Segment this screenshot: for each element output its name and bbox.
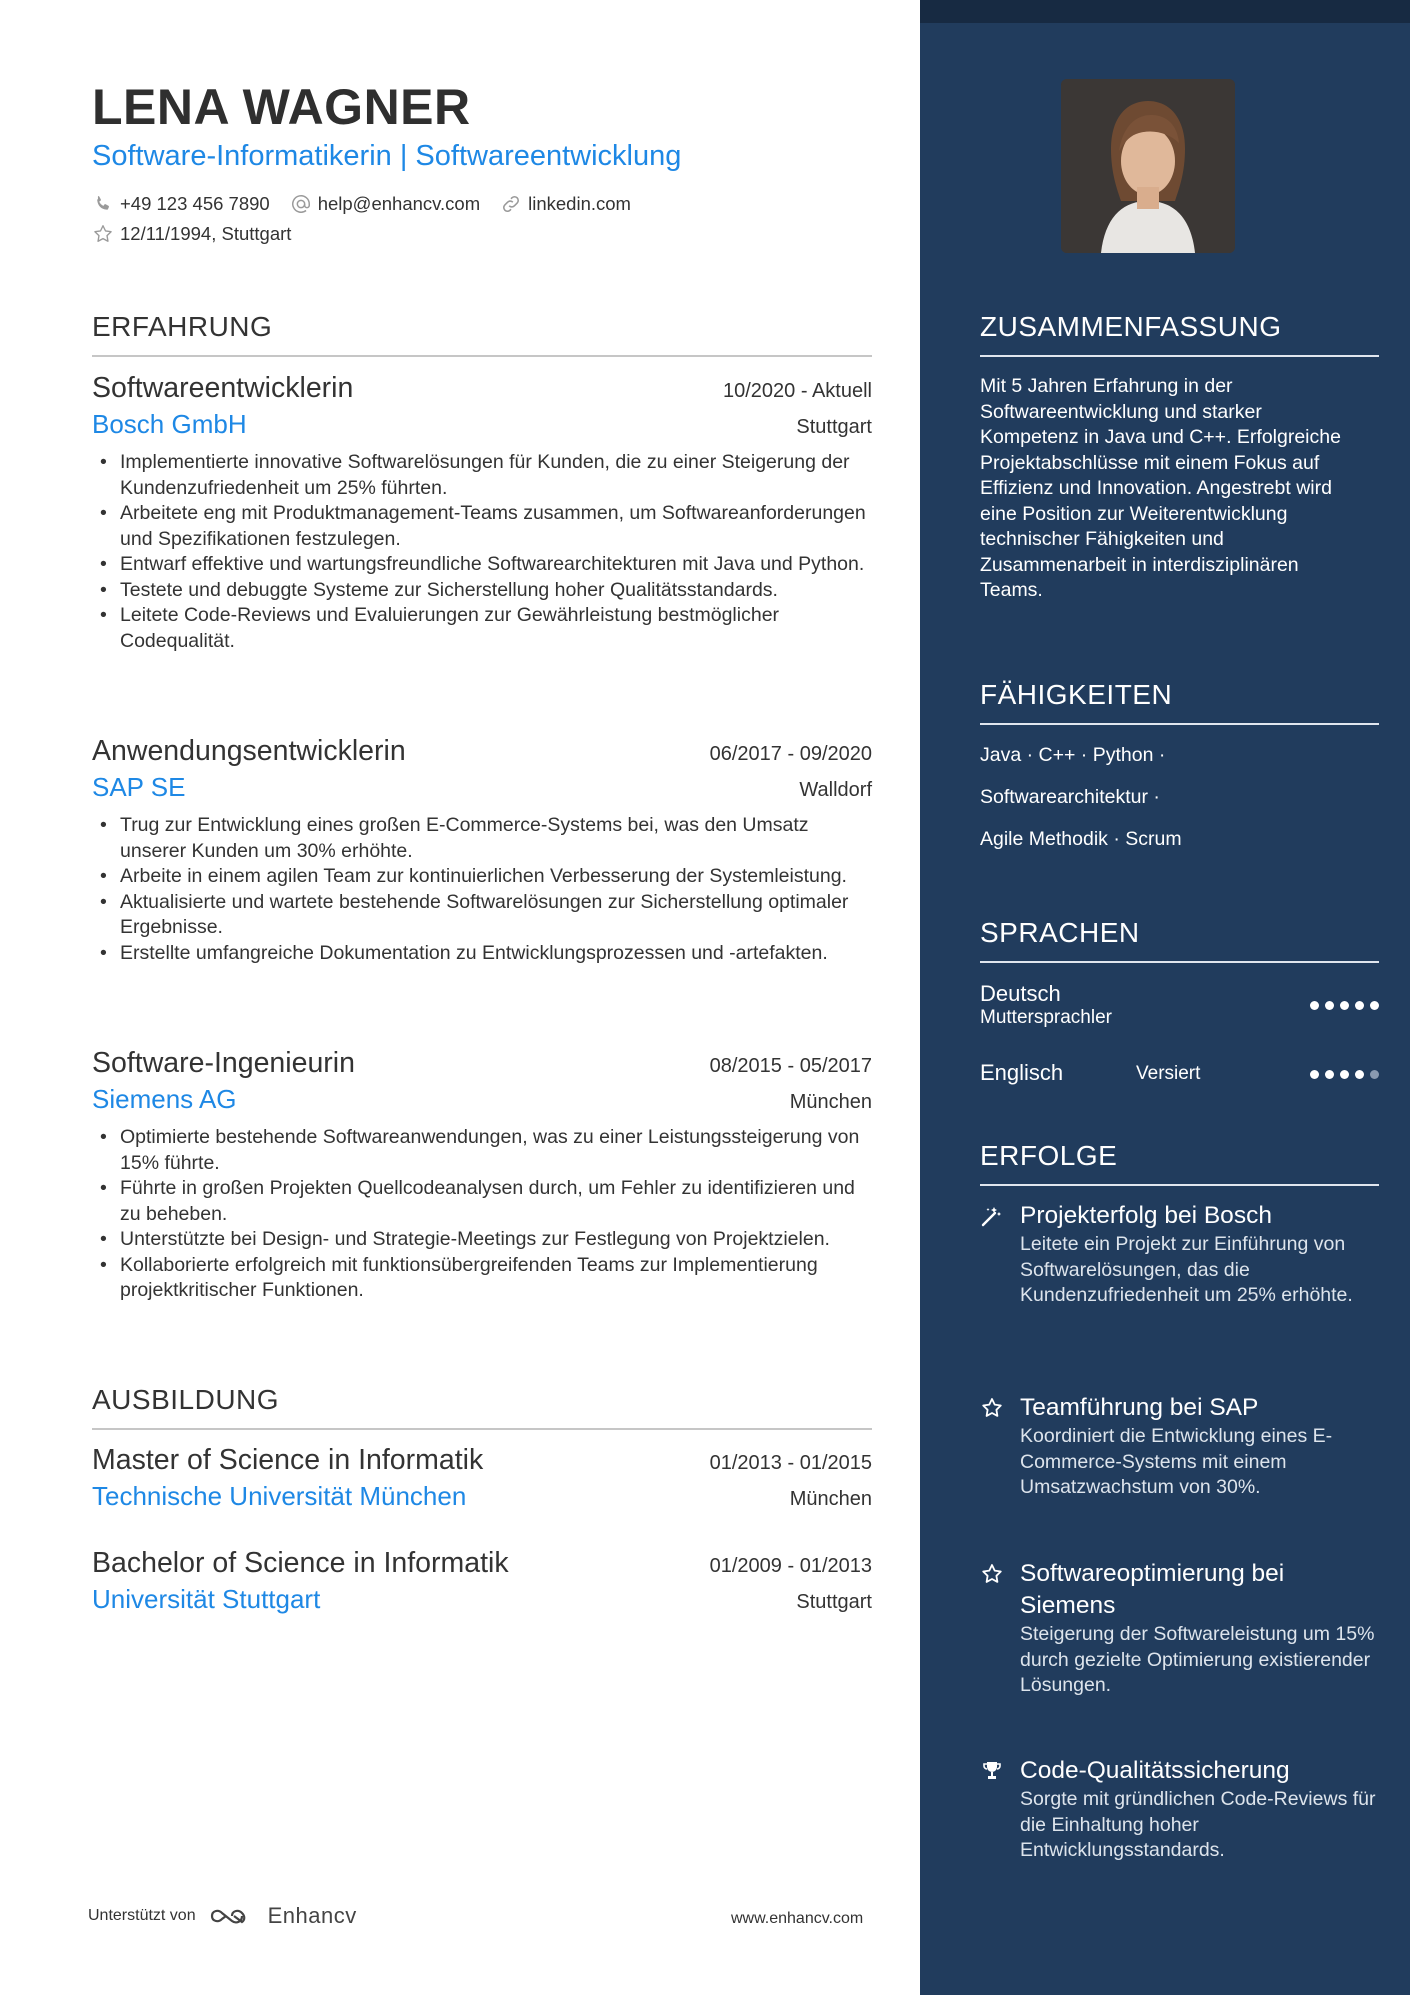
achievement-title: Projekterfolg bei Bosch (1020, 1202, 1272, 1229)
bullet-item: • Trug zur Entwicklung eines großen E-Commerce-Systems bei, was den Umsatz unserer Kunden um 30% erhöhte. (92, 813, 872, 864)
language-name: Englisch (980, 1060, 1064, 1085)
star-outline-icon (92, 223, 114, 245)
brand-name: Enhancv (267, 1903, 357, 1928)
job-entry (92, 372, 872, 654)
linkedin-text[interactable]: linkedin.com (528, 193, 631, 214)
achievement-title: Code-Qualitätssicherung (1020, 1757, 1290, 1784)
achievements-section-title: ERFOLGE (980, 1140, 1379, 1186)
bullet-item: • Testete und debuggte Systeme zur Sicherstellung hoher Qualitätsstandards. (92, 578, 872, 604)
bullet-item: • Unterstützte bei Design- und Strategie-Meetings zur Festlegung von Projektzielen. (92, 1227, 872, 1253)
bullet-item: • Führte in großen Projekten Quellcodeanalysen durch, um Fehler zu identifizieren und zu beheben. (92, 1176, 872, 1227)
bullet-item: • Leitete Code-Reviews und Evaluierungen zur Gewährleistung bestmöglicher Codequalität. (92, 603, 872, 654)
language-rating (1310, 1070, 1379, 1079)
skills-line: Softwarearchitektur · (980, 786, 1160, 808)
degree: Master of Science in Informatik (92, 1444, 484, 1476)
achievement-desc: Koordiniert die Entwicklung eines E-Commerce-Systems mit einem Umsatzwachstum von 30%. (1020, 1425, 1333, 1498)
experience-section-title: ERFAHRUNG (92, 311, 872, 357)
footer-url[interactable]: www.enhancv.com (731, 1910, 864, 1927)
phone-item (92, 193, 270, 215)
achievement-item (980, 1755, 1379, 1864)
job-location: Walldorf (799, 779, 872, 801)
summary-section-title: ZUSAMMENFASSUNG (980, 311, 1379, 357)
rating-dot (1355, 1070, 1364, 1079)
bullet-item: • Optimierte bestehende Softwareanwendungen, was zu einer Leistungssteigerung von 15% führte. (92, 1125, 872, 1176)
rating-dot (1310, 1070, 1319, 1079)
bullet-item: • Arbeite in einem agilen Team zur kontinuierlichen Verbesserung der Systemleistung. (92, 864, 872, 890)
phone-text: +49 123 456 7890 (120, 193, 270, 214)
achievement-desc: Sorgte mit gründlichen Code-Reviews für die Einhaltung hoher Entwicklungsstandards. (1020, 1788, 1376, 1861)
school: Technische Universität München (92, 1481, 467, 1511)
skills-line: Java · C++ · Python · (980, 744, 1166, 766)
job-role: Anwendungsentwicklerin (92, 735, 406, 767)
sidebar (920, 0, 1410, 1995)
achievement-desc: Steigerung der Softwareleistung um 15% durch gezielte Optimierung existierender Lösungen. (1020, 1623, 1375, 1696)
job-bullets (92, 813, 872, 966)
languages-section-title: SPRACHEN (980, 917, 1379, 963)
job-bullets (92, 1125, 872, 1304)
sidebar-top-bar (920, 0, 1410, 23)
birth-row (92, 223, 291, 245)
bullet-item: • Implementierte innovative Softwarelösungen für Kunden, die zu einer Steigerung der Kundenzufriedenheit um 25% führten. (92, 450, 872, 501)
bullet-item: • Erstellte umfangreiche Dokumentation zu Entwicklungsprozessen und -artefakten. (92, 941, 872, 967)
education-dates: 01/2009 - 01/2013 (709, 1555, 872, 1577)
rating-dot (1370, 1001, 1379, 1010)
language-name: Deutsch (980, 981, 1061, 1006)
job-role: Softwareentwicklerin (92, 372, 354, 404)
language-level: Muttersprachler (980, 1007, 1112, 1028)
trophy-icon (980, 1759, 1004, 1783)
job-dates: 08/2015 - 05/2017 (709, 1055, 872, 1077)
link-icon (500, 193, 522, 215)
degree: Bachelor of Science in Informatik (92, 1547, 509, 1579)
job-role: Software-Ingenieurin (92, 1047, 355, 1079)
language-level: Versiert (1136, 1063, 1201, 1084)
job-bullets (92, 450, 872, 654)
job-dates: 06/2017 - 09/2020 (709, 743, 872, 765)
star-icon (980, 1396, 1004, 1420)
job-entry (92, 1047, 872, 1304)
enhancv-logo-icon (208, 1904, 256, 1928)
summary-text: Mit 5 Jahren Erfahrung in der Softwareentwicklung und starker Kompetenz in Java und C++. Erfolgreiche Projektabschlüsse mit einem Fokus auf Effizienz und Innovation. Angestrebt wird eine Position zur Weiterentwicklung technischer Fähigkeiten und Zusammenarbeit in interdisziplinären Teams. (980, 375, 1341, 601)
job-entry (92, 735, 872, 966)
linkedin-item[interactable] (500, 193, 631, 215)
at-icon (290, 193, 312, 215)
achievement-item (980, 1392, 1379, 1501)
bullet-item: • Kollaborierte erfolgreich mit funktionsübergreifenden Teams zur Implementierung projektkritischer Funktionen. (92, 1253, 872, 1304)
powered-by-text: Unterstützt von (88, 1907, 196, 1924)
school-location: München (789, 1488, 872, 1510)
skills-list (980, 740, 1379, 866)
bullet-item: • Arbeitete eng mit Produktmanagement-Teams zusammen, um Softwareanforderungen und Spezifikationen festzulegen. (92, 501, 872, 552)
skills-line: Agile Methodik · Scrum (980, 828, 1182, 850)
rating-dot (1340, 1001, 1349, 1010)
language-rating (1310, 1001, 1379, 1010)
rating-dot (1310, 1001, 1319, 1010)
language-item (980, 1060, 1379, 1086)
bullet-item: • Aktualisierte und wartete bestehende Softwarelösungen zur Sicherstellung optimaler Ergebnisse. (92, 890, 872, 941)
skills-section-title: FÄHIGKEITEN (980, 679, 1379, 725)
job-location: München (789, 1091, 872, 1113)
rating-dot (1370, 1070, 1379, 1079)
education-section-title: AUSBILDUNG (92, 1384, 872, 1430)
rating-dot (1325, 1070, 1334, 1079)
phone-icon (92, 193, 114, 215)
email-text[interactable]: help@enhancv.com (317, 193, 481, 214)
education-entry (92, 1444, 872, 1512)
job-company: Bosch GmbH (92, 409, 247, 439)
achievement-item (980, 1558, 1379, 1699)
email-item[interactable] (290, 193, 480, 215)
headline: Software-Informatikerin | Softwareentwicklung (92, 140, 682, 172)
job-dates: 10/2020 - Aktuell (723, 380, 872, 402)
achievement-desc: Leitete ein Projekt zur Einführung von Softwarelösungen, das die Kundenzufriedenheit um 25% erhöhte. (1020, 1233, 1353, 1306)
education-dates: 01/2013 - 01/2015 (709, 1452, 872, 1474)
rating-dot (1325, 1001, 1334, 1010)
language-item (980, 981, 1379, 1029)
school-location: Stuttgart (796, 1591, 872, 1613)
footer-powered-by (88, 1903, 357, 1929)
achievement-title: Softwareoptimierung bei Siemens (1020, 1560, 1285, 1619)
education-entry (92, 1547, 872, 1615)
job-company: Siemens AG (92, 1084, 237, 1114)
star-icon (980, 1562, 1004, 1586)
rating-dot (1355, 1001, 1364, 1010)
candidate-name: LENA WAGNER (92, 79, 471, 135)
job-location: Stuttgart (796, 416, 872, 438)
achievement-title: Teamführung bei SAP (1020, 1394, 1259, 1421)
magic-wand-icon (980, 1204, 1004, 1228)
job-company: SAP SE (92, 772, 186, 802)
profile-photo (1061, 79, 1235, 253)
birth-text: 12/11/1994, Stuttgart (120, 223, 292, 244)
school: Universität Stuttgart (92, 1584, 321, 1614)
bullet-item: • Entwarf effektive und wartungsfreundliche Softwarearchitekturen mit Java und Python. (92, 552, 872, 578)
birth-item (92, 223, 291, 245)
contact-row (92, 193, 631, 215)
rating-dot (1340, 1070, 1349, 1079)
achievement-item (980, 1200, 1379, 1309)
